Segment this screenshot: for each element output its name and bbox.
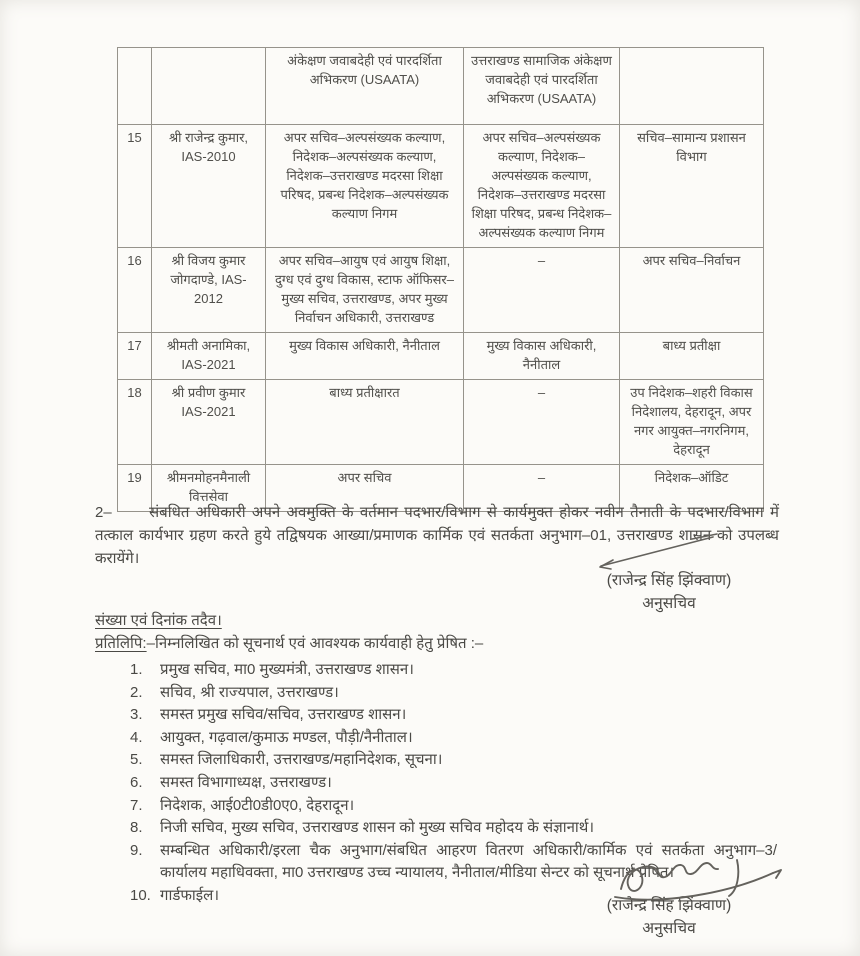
serial-cell: 17 [118,333,152,380]
list-item [113,659,777,682]
list-item [113,682,777,705]
current-charge-cell: अपर सचिव [266,465,464,512]
list-item [113,817,777,840]
table-row [118,48,764,125]
officer-name-cell: श्री प्रवीण कुमार IAS-2021 [152,380,266,465]
list-item-text: निदेशक, आई0टी0डी0ए0, देहरादून। [160,796,355,814]
released-charge-cell: – [464,465,620,512]
list-item-number: 1. [130,661,143,678]
released-charge-cell: मुख्य विकास अधिकारी, नैनीताल [464,333,620,380]
list-item-number: 5. [130,751,143,769]
new-posting-cell: सचिव–सामान्य प्रशासन विभाग [620,125,764,248]
list-item-text: समस्त प्रमुख सचिव/सचिव, उत्तराखण्ड शासन। [160,706,407,724]
signature-block-2 [556,894,782,940]
released-charge-cell: – [464,380,620,465]
list-item-number: 7. [130,796,143,814]
officer-name-cell: श्री राजेन्द्र कुमार, IAS-2010 [152,125,266,248]
released-charge-cell: – [464,248,620,333]
order-paragraph-2 [95,501,779,570]
officer-name-cell: श्रीमनमोहनमैनाली वित्तसेवा [152,465,266,512]
list-item [113,749,777,772]
released-charge-cell: उत्तराखण्ड सामाजिक अंकेक्षण जवाबदेही एवं पारदर्शिता अभिकरण (USAATA) [464,48,620,125]
list-item [113,727,777,750]
current-charge-cell: अपर सचिव–आयुष एवं आयुष शिक्षा, दुग्ध एवं दुग्ध विकास, स्टाफ ऑफिसर–मुख्य सचिव, उत्तराखण्ड, अपर मुख्य निर्वाचन अधिकारी, उत्तराखण्ड [266,248,464,333]
list-item-text: आयुक्त, गढ़वाल/कुमाऊ मण्डल, पौड़ी/नैनीताल। [160,728,413,746]
new-posting-cell: निदेशक–ऑडिट [620,465,764,512]
table-row [118,380,764,465]
list-item [113,795,777,818]
copies-heading-label: प्रतिलिपि: [95,635,147,652]
list-item-number: 6. [130,773,143,791]
serial-cell: 15 [118,125,152,248]
list-item [113,772,777,795]
list-item-text: प्रमुख सचिव, मा0 मुख्यमंत्री, उत्तराखण्ड शासन। [160,661,414,678]
signatory-designation: अनुसचिव [642,595,696,612]
serial-cell: 19 [118,465,152,512]
new-posting-cell: अपर सचिव–निर्वाचन [620,248,764,333]
list-item-number: 9. [130,841,143,859]
distribution-list [113,659,777,908]
officer-name-cell: श्री विजय कुमार जोगदाण्डे, IAS-2012 [152,248,266,333]
new-posting-cell: बाध्य प्रतीक्षा [620,333,764,380]
list-item-text: गार्डफाईल। [160,886,220,904]
serial-cell: 16 [118,248,152,333]
current-charge-cell: मुख्य विकास अधिकारी, नैनीताल [266,333,464,380]
number-date-line: संख्या एवं दिनांक तदैव। [95,612,222,629]
list-item-number: 4. [130,728,143,746]
new-posting-cell [620,48,764,125]
signatory-name: (राजेन्द्र सिंह झिंक्वाण) [606,572,732,589]
list-item-number: 2. [130,683,143,701]
list-item-number: 3. [130,706,143,724]
copies-heading-rest: –निम्नलिखित को सूचनार्थ एवं आवश्यक कार्यवाही हेतु प्रेषित :– [146,635,484,652]
list-item [113,840,777,885]
paragraph-number: 2– [95,504,112,521]
new-posting-cell: उप निदेशक–शहरी विकास निदेशालय, देहरादून, अपर नगर आयुक्त–नगरनिगम, देहरादून [620,380,764,465]
transfer-table-body [118,48,764,512]
transfer-order-table [117,47,764,512]
current-charge-cell: अपर सचिव–अल्पसंख्यक कल्याण, निदेशक–अल्पसंख्यक कल्याण, निदेशक–उत्तराखण्ड मदरसा शिक्षा परिषद, प्रबन्ध निदेशक–अल्पसंख्यक कल्याण निगम [266,125,464,248]
table-row [118,125,764,248]
table-row [118,248,764,333]
list-item-number: 8. [130,819,143,837]
current-charge-cell: बाध्य प्रतीक्षारत [266,380,464,465]
list-item [113,704,777,727]
list-item-text: सचिव, श्री राज्यपाल, उत्तराखण्ड। [160,683,339,701]
copies-heading [95,633,483,653]
list-item-text: सम्बन्धित अधिकारी/इरला चैक अनुभाग/संबधित आहरण वितरण अधिकारी/कार्मिक एवं सतर्कता अनुभाग–3/कार्यालय महाधिवक्ता, मा0 उत्तराखण्ड उच्च न्यायालय, नैनीताल/मीडिया सेन्टर को सूचनार्थ प्रेषित। [160,841,777,882]
officer-name-cell [152,48,266,125]
current-charge-cell: अंकेक्षण जवाबदेही एवं पारदर्शिता अभिकरण (USAATA) [266,48,464,125]
list-item-text: समस्त विभागाध्यक्ष, उत्तराखण्ड। [160,773,332,791]
serial-cell [118,48,152,125]
table-row [118,333,764,380]
paragraph-text: संबधित अधिकारी अपने अवमुक्ति के वर्तमान पदभार/विभाग से कार्यमुक्त होकर नवीन तैनाती के पदभार/विभाग में तत्काल कार्यभार ग्रहण करते हुये तद्विषयक आख्या/प्रमाणक कार्मिक एवं सतर्कता अनुभाग–01, उत्तराखण्ड शासन को उपलब्ध करायेंगे। [95,504,779,567]
serial-cell: 18 [118,380,152,465]
officer-name-cell: श्रीमती अनामिका, IAS-2021 [152,333,266,380]
signature-block-1 [556,569,782,615]
list-item-text: समस्त जिलाधिकारी, उत्तराखण्ड/महानिदेशक, सूचना। [160,751,443,769]
signatory-name: (राजेन्द्र सिंह झिंक्वाण) [606,897,732,914]
list-item-text: निजी सचिव, मुख्य सचिव, उत्तराखण्ड शासन को मुख्य सचिव महोदय के संज्ञानार्थ। [160,819,595,837]
released-charge-cell: अपर सचिव–अल्पसंख्यक कल्याण, निदेशक–अल्पसंख्यक कल्याण, निदेशक–उत्तराखण्ड मदरसा शिक्षा परिषद, प्रबन्ध निदेशक–अल्पसंख्यक कल्याण निगम [464,125,620,248]
signatory-designation: अनुसचिव [642,920,696,937]
list-item-number: 10. [130,886,151,904]
